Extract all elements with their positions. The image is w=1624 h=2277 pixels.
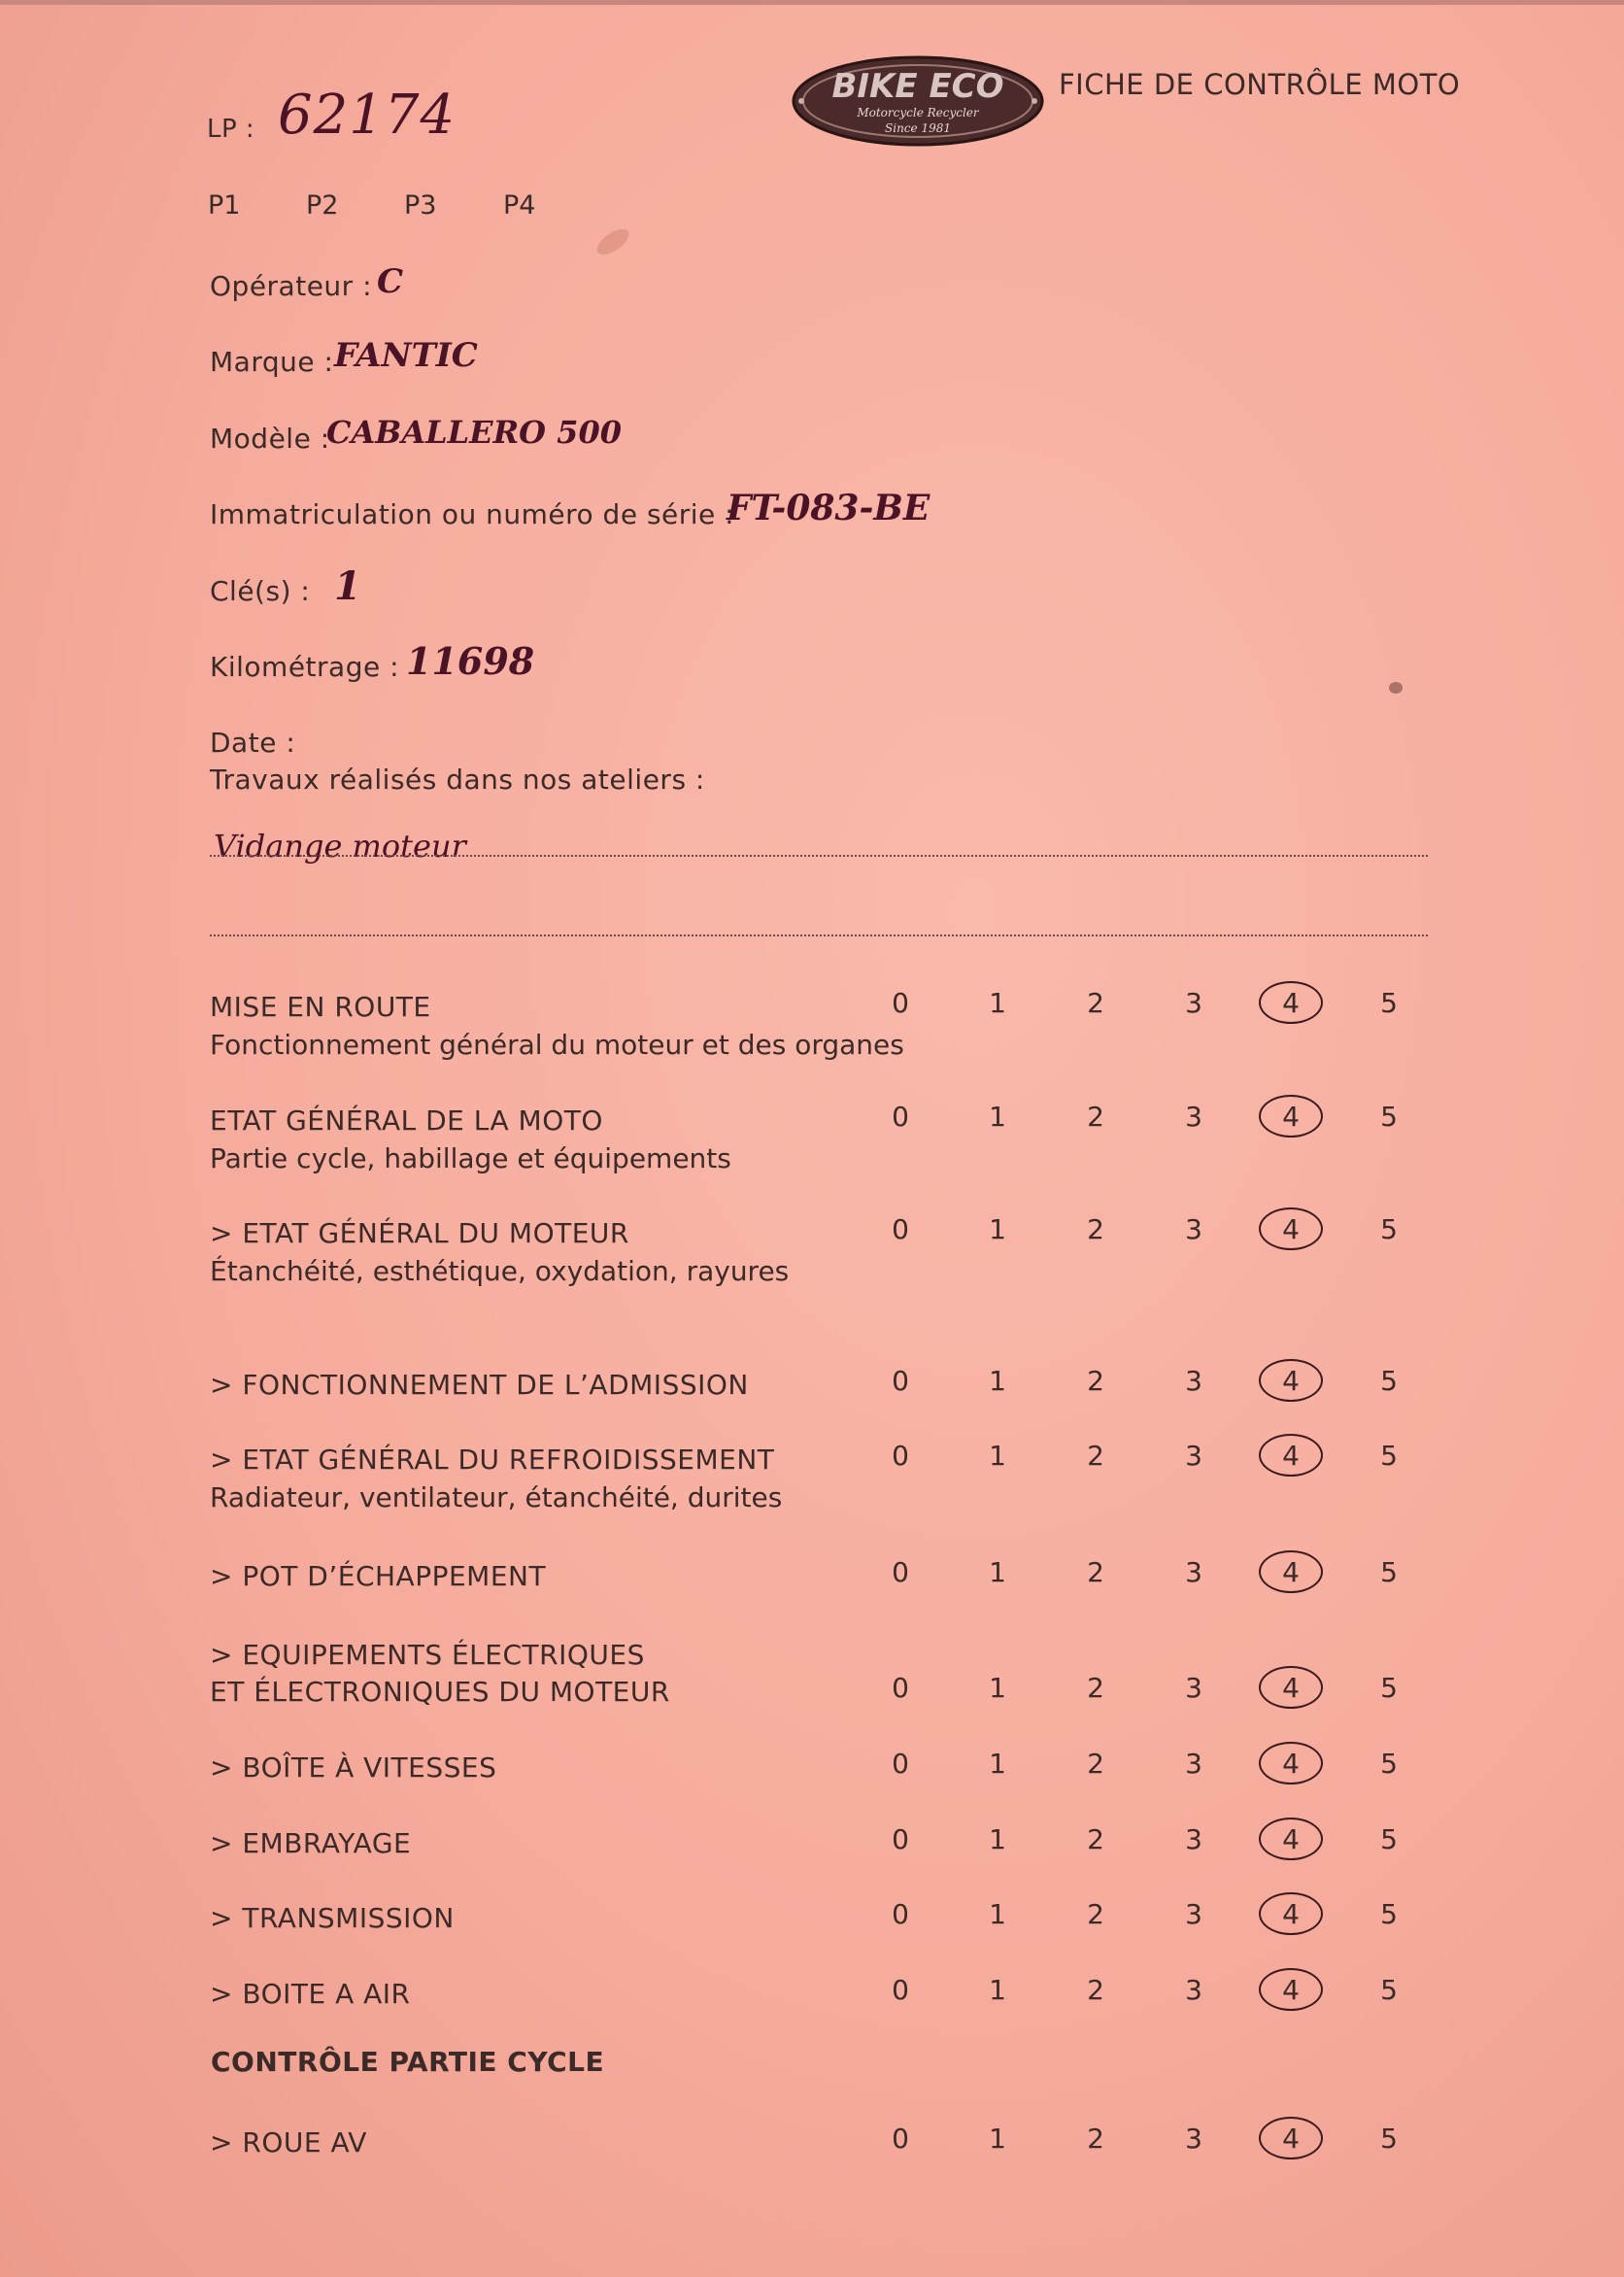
section-partie-cycle: CONTRÔLE PARTIE CYCLE <box>211 2046 605 2078</box>
selected-score-circle <box>1259 1666 1323 1709</box>
score-option-1[interactable]: 1 <box>989 2123 1006 2155</box>
position-p2: P2 <box>306 190 339 221</box>
row-title: > POT D’ÉCHAPPEMENT <box>210 1560 547 1592</box>
travaux-value: Vidange moteur <box>214 828 466 865</box>
row-title: > EMBRAYAGE <box>210 1827 412 1859</box>
score-option-5[interactable]: 5 <box>1380 1556 1398 1588</box>
score-option-3[interactable]: 3 <box>1185 1101 1202 1133</box>
row-subtitle: Radiateur, ventilateur, étanchéité, durites <box>210 1481 783 1513</box>
row-title: ETAT GÉNÉRAL DE LA MOTO <box>210 1105 603 1137</box>
score-option-3[interactable]: 3 <box>1185 1556 1202 1588</box>
score-option-0[interactable]: 0 <box>892 2123 909 2155</box>
score-option-1[interactable]: 1 <box>989 1898 1006 1930</box>
selected-score-circle <box>1259 1207 1323 1250</box>
score-option-2[interactable]: 2 <box>1087 1974 1104 2006</box>
score-option-2[interactable]: 2 <box>1087 1556 1104 1588</box>
score-option-5[interactable]: 5 <box>1380 987 1398 1019</box>
row-title: > ETAT GÉNÉRAL DU MOTEUR <box>210 1217 629 1249</box>
operateur-label: Opérateur : <box>210 270 373 302</box>
score-option-3[interactable]: 3 <box>1185 1974 1202 2006</box>
score-option-1[interactable]: 1 <box>989 1672 1006 1704</box>
score-option-0[interactable]: 0 <box>892 1101 909 1133</box>
row-pretitle: > EQUIPEMENTS ÉLECTRIQUES <box>210 1639 645 1671</box>
paper-speck <box>1389 682 1403 694</box>
immat-value: FT-083-BE <box>727 488 930 528</box>
score-option-0[interactable]: 0 <box>892 1898 909 1930</box>
score-option-4[interactable]: 4 <box>1282 2123 1300 2155</box>
row-title: > BOÎTE À VITESSES <box>210 1751 497 1784</box>
selected-score-circle <box>1259 1892 1323 1935</box>
row-title: ET ÉLECTRONIQUES DU MOTEUR <box>210 1676 670 1708</box>
paper-stain <box>592 224 632 260</box>
score-option-2[interactable]: 2 <box>1087 1365 1104 1397</box>
selected-score-circle <box>1259 1818 1323 1860</box>
score-option-1[interactable]: 1 <box>989 1823 1006 1855</box>
score-option-5[interactable]: 5 <box>1380 1213 1398 1245</box>
score-option-4[interactable]: 4 <box>1282 1823 1300 1855</box>
score-option-3[interactable]: 3 <box>1185 1365 1202 1397</box>
lp-label: LP : <box>207 115 255 144</box>
score-option-5[interactable]: 5 <box>1380 1974 1398 2006</box>
score-option-1[interactable]: 1 <box>989 987 1006 1019</box>
selected-score-circle <box>1259 1095 1323 1138</box>
modele-value: CABALLERO 500 <box>326 414 622 451</box>
score-option-3[interactable]: 3 <box>1185 1823 1202 1855</box>
score-option-2[interactable]: 2 <box>1087 1823 1104 1855</box>
score-option-2[interactable]: 2 <box>1087 1101 1104 1133</box>
score-option-5[interactable]: 5 <box>1380 2123 1398 2155</box>
logo-text: BIKE ECO <box>831 67 1004 106</box>
logo-sub2: Since 1981 <box>885 121 951 135</box>
score-option-1[interactable]: 1 <box>989 1101 1006 1133</box>
immat-label: Immatriculation ou numéro de série : <box>210 498 735 530</box>
travaux-line-1 <box>210 855 1428 857</box>
score-option-0[interactable]: 0 <box>892 1213 909 1245</box>
score-option-3[interactable]: 3 <box>1185 1440 1202 1472</box>
score-option-3[interactable]: 3 <box>1185 1748 1202 1780</box>
score-option-2[interactable]: 2 <box>1087 2123 1104 2155</box>
score-option-1[interactable]: 1 <box>989 1440 1006 1472</box>
marque-label: Marque : <box>210 346 334 378</box>
page-edge <box>0 0 1624 5</box>
logo-sub1: Motorcycle Recycler <box>857 106 979 119</box>
score-option-3[interactable]: 3 <box>1185 1898 1202 1930</box>
selected-score-circle <box>1259 1434 1323 1477</box>
score-option-0[interactable]: 0 <box>892 1556 909 1588</box>
travaux-label: Travaux réalisés dans nos ateliers : <box>210 764 705 796</box>
row-title: MISE EN ROUTE <box>210 991 431 1023</box>
score-option-1[interactable]: 1 <box>989 1556 1006 1588</box>
score-option-3[interactable]: 3 <box>1185 1672 1202 1704</box>
score-option-5[interactable]: 5 <box>1380 1898 1398 1930</box>
score-option-0[interactable]: 0 <box>892 1365 909 1397</box>
score-option-0[interactable]: 0 <box>892 1823 909 1855</box>
score-option-2[interactable]: 2 <box>1087 1898 1104 1930</box>
score-option-2[interactable]: 2 <box>1087 1748 1104 1780</box>
row-subtitle: Étanchéité, esthétique, oxydation, rayures <box>210 1255 790 1287</box>
score-option-5[interactable]: 5 <box>1380 1823 1398 1855</box>
row-title: > FONCTIONNEMENT DE L’ADMISSION <box>210 1369 749 1401</box>
row-title: > TRANSMISSION <box>210 1902 455 1934</box>
score-option-4[interactable]: 4 <box>1282 1672 1300 1704</box>
selected-score-circle <box>1259 1359 1323 1402</box>
score-option-5[interactable]: 5 <box>1380 1748 1398 1780</box>
score-option-4[interactable]: 4 <box>1282 1898 1300 1930</box>
row-title: > ETAT GÉNÉRAL DU REFROIDISSEMENT <box>210 1444 775 1476</box>
selected-score-circle <box>1259 2117 1323 2159</box>
cles-value: 1 <box>334 563 361 609</box>
row-title: > ROUE AV <box>210 2126 367 2158</box>
score-option-1[interactable]: 1 <box>989 1748 1006 1780</box>
score-option-5[interactable]: 5 <box>1380 1101 1398 1133</box>
score-option-3[interactable]: 3 <box>1185 987 1202 1019</box>
score-option-0[interactable]: 0 <box>892 1974 909 2006</box>
score-option-4[interactable]: 4 <box>1282 1556 1300 1588</box>
km-label: Kilométrage : <box>210 651 400 683</box>
score-option-4[interactable]: 4 <box>1282 1213 1300 1245</box>
page-title: FICHE DE CONTRÔLE MOTO <box>1059 68 1461 101</box>
score-option-1[interactable]: 1 <box>989 1974 1006 2006</box>
score-option-4[interactable]: 4 <box>1282 1440 1300 1472</box>
score-option-5[interactable]: 5 <box>1380 1672 1398 1704</box>
score-option-2[interactable]: 2 <box>1087 1440 1104 1472</box>
score-option-3[interactable]: 3 <box>1185 1213 1202 1245</box>
selected-score-circle <box>1259 1550 1323 1593</box>
score-option-4[interactable]: 4 <box>1282 1974 1300 2006</box>
bike-eco-logo <box>792 54 1044 148</box>
score-option-0[interactable]: 0 <box>892 1440 909 1472</box>
position-p4: P4 <box>503 190 536 221</box>
score-option-1[interactable]: 1 <box>989 1365 1006 1397</box>
marque-value: FANTIC <box>334 336 478 375</box>
modele-label: Modèle : <box>210 423 330 455</box>
lp-value: 62174 <box>278 84 457 147</box>
row-title: > BOITE A AIR <box>210 1978 411 2010</box>
score-option-0[interactable]: 0 <box>892 987 909 1019</box>
score-option-4[interactable]: 4 <box>1282 1748 1300 1780</box>
score-option-5[interactable]: 5 <box>1380 1440 1398 1472</box>
selected-score-circle <box>1259 1742 1323 1784</box>
score-option-0[interactable]: 0 <box>892 1748 909 1780</box>
row-subtitle: Partie cycle, habillage et équipements <box>210 1142 731 1174</box>
score-option-2[interactable]: 2 <box>1087 1672 1104 1704</box>
selected-score-circle <box>1259 1968 1323 2011</box>
row-subtitle: Fonctionnement général du moteur et des organes <box>210 1029 904 1061</box>
travaux-line-2 <box>210 935 1428 936</box>
selected-score-circle <box>1259 981 1323 1024</box>
position-p1: P1 <box>208 190 241 221</box>
position-p3: P3 <box>404 190 437 221</box>
score-option-3[interactable]: 3 <box>1185 2123 1202 2155</box>
score-option-0[interactable]: 0 <box>892 1672 909 1704</box>
score-option-4[interactable]: 4 <box>1282 987 1300 1019</box>
cles-label: Clé(s) : <box>210 575 311 607</box>
score-option-2[interactable]: 2 <box>1087 1213 1104 1245</box>
date-label: Date : <box>210 727 296 759</box>
score-option-4[interactable]: 4 <box>1282 1101 1300 1133</box>
score-option-4[interactable]: 4 <box>1282 1365 1300 1397</box>
score-option-1[interactable]: 1 <box>989 1213 1006 1245</box>
score-option-5[interactable]: 5 <box>1380 1365 1398 1397</box>
score-option-2[interactable]: 2 <box>1087 987 1104 1019</box>
operateur-value: C <box>377 262 404 301</box>
km-value: 11698 <box>406 639 535 683</box>
